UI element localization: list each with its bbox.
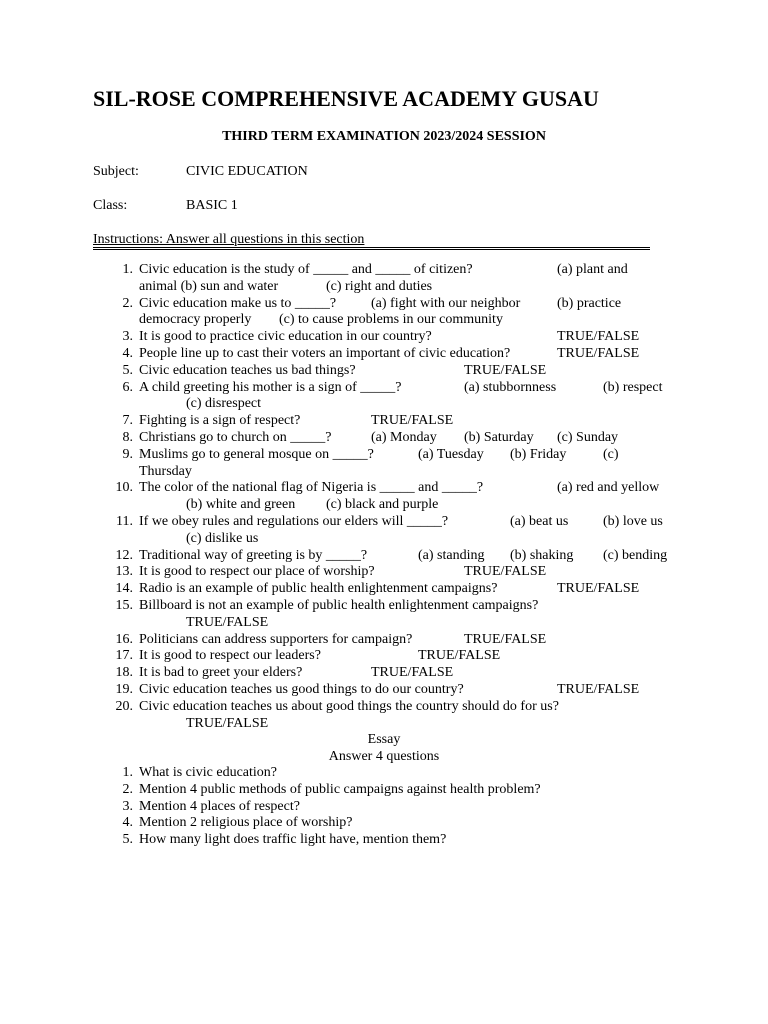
option: (c) dislike us [186,530,259,546]
question [93,598,693,632]
question-text: A child greeting his mother is a sign of _____? [139,379,402,395]
question-text: Muslims go to general mosque on _____? [139,446,374,462]
question-number: 20. [115,698,133,714]
question-text: Billboard is not an example of public health enlightenment campaigns? [139,597,539,613]
option: (c) disrespect [186,396,262,412]
exam-title: THIRD TERM EXAMINATION 2023/2024 SESSION [222,129,546,144]
answer-choice: TRUE/FALSE [418,648,501,664]
class-value: BASIC 1 [186,198,238,213]
question [93,480,693,514]
question-text: Mention 2 religious place of worship? [139,815,353,831]
answer-choice: TRUE/FALSE [557,581,640,597]
question-number: 13. [115,564,133,580]
question-text: Traditional way of greeting is by _____? [139,547,368,563]
question-text: People line up to cast their voters an important of civic education? [139,345,511,361]
question [93,699,693,733]
question [93,413,693,430]
question [93,430,693,447]
answer-choice: TRUE/FALSE [464,564,547,580]
option: (b) shaking [510,547,574,563]
answer-choice: TRUE/FALSE [464,362,547,378]
question-number: 8. [122,429,133,445]
question-text: The color of the national flag of Nigeria is _____ and _____? [139,480,484,496]
question-text: Radio is an example of public health enlightenment campaigns? [139,581,498,597]
option: (a) fight with our neighbor [371,295,521,311]
answer-choice: TRUE/FALSE [186,614,269,630]
question-text: If we obey rules and regulations our elders will _____? [139,513,449,529]
question [93,447,693,481]
question-text: Politicians can address supporters for campaign? [139,631,413,647]
question-number: 3. [122,798,133,814]
answer-choice: TRUE/FALSE [464,631,547,647]
question-text: What is civic education? [139,765,277,780]
school-name: SIL-ROSE COMPREHENSIVE ACADEMY GUSAU [93,86,599,111]
question-number: 6. [122,379,133,395]
answer-choice: TRUE/FALSE [371,413,454,429]
option: (b) Friday [510,446,567,462]
essay-question [93,799,693,816]
answer-choice: TRUE/FALSE [557,329,640,345]
option: (c) right and duties [326,278,433,294]
question-text: It is good to respect our leaders? [139,648,321,664]
question-text: It is good to respect our place of worship? [139,564,375,580]
option: (a) Tuesday [418,446,484,462]
answer-choice: TRUE/FALSE [557,681,640,697]
class-label: Class: [93,198,128,213]
question-text: It is good to practice civic education in our country? [139,329,432,345]
question-text: How many light does traffic light have, mention them? [139,832,447,848]
question-number: 17. [115,648,133,664]
question-text: Fighting is a sign of respect? [139,413,301,429]
question-text: Civic education is the study of _____ and _____ of citizen? [139,262,473,277]
question-number: 2. [122,781,133,797]
subject-row [93,164,308,180]
option: democracy properly [139,312,252,328]
question [93,346,693,363]
option: (a) beat us [510,513,569,529]
option: (c) [603,446,619,462]
question-text: Civic education make us to _____? [139,295,337,311]
essay-questions [93,765,693,849]
option: (c) Sunday [557,429,619,445]
option: (c) black and purple [326,497,439,513]
option: (b) Saturday [464,429,534,445]
objective-questions [93,262,693,732]
question-text: Christians go to church on _____? [139,429,332,445]
question [93,682,693,699]
question-text: Mention 4 places of respect? [139,798,300,814]
question-number: 7. [122,413,133,429]
question [93,648,693,665]
question-number: 10. [115,480,133,496]
question [93,262,693,296]
instructions: Instructions: Answer all questions in this section [93,232,650,250]
option: (b) love us [603,513,663,529]
question-number: 5. [122,362,133,378]
essay-question [93,815,693,832]
option: (a) plant and [557,262,628,277]
question-text: Civic education teaches us about good things the country should do for us? [139,698,559,714]
option: (b) white and green [186,497,296,513]
option: (b) practice [557,295,622,311]
question [93,548,693,565]
question [93,632,693,649]
question-number: 9. [122,446,133,462]
question-number: 12. [115,547,133,563]
question-number: 4. [122,815,133,831]
subject-label: Subject: [93,164,139,179]
question [93,363,693,380]
question-number: 1. [122,262,133,277]
question-number: 18. [115,665,133,681]
question-number: 5. [122,832,133,848]
option: (c) bending [603,547,668,563]
question-number: 14. [115,581,133,597]
question [93,329,693,346]
question [93,296,693,330]
class-row [93,198,238,214]
answer-choice: TRUE/FALSE [186,715,269,731]
essay-question [93,782,693,799]
option: (a) stubbornness [464,379,557,395]
essay-heading: Essay [367,732,401,747]
option: (a) red and yellow [557,480,660,496]
question-number: 4. [122,345,133,361]
option: (a) standing [418,547,485,563]
essay-instruction: Answer 4 questions [328,749,440,764]
question-number: 3. [122,329,133,345]
question-number: 15. [115,597,133,613]
question-number: 19. [115,681,133,697]
question [93,665,693,682]
question-number: 16. [115,631,133,647]
option: Thursday [139,463,192,479]
essay-question [93,832,693,849]
answer-choice: TRUE/FALSE [557,345,640,361]
question [93,514,693,548]
answer-choice: TRUE/FALSE [371,665,454,681]
question-number: 2. [122,295,133,311]
question-text: Civic education teaches us bad things? [139,362,356,378]
essay-question [93,765,693,782]
option: (b) respect [603,379,663,395]
question-number: 1. [122,765,133,780]
question [93,380,693,414]
option: animal (b) sun and water [139,278,279,294]
question [93,581,693,598]
question [93,564,693,581]
question-text: Mention 4 public methods of public campaigns against health problem? [139,781,541,797]
option: (c) to cause problems in our community [279,312,503,328]
question-number: 11. [116,513,133,529]
option: (a) Monday [371,429,437,445]
subject-value: CIVIC EDUCATION [186,164,308,179]
question-text: Civic education teaches us good things to do our country? [139,681,464,697]
question-text: It is bad to greet your elders? [139,665,303,681]
